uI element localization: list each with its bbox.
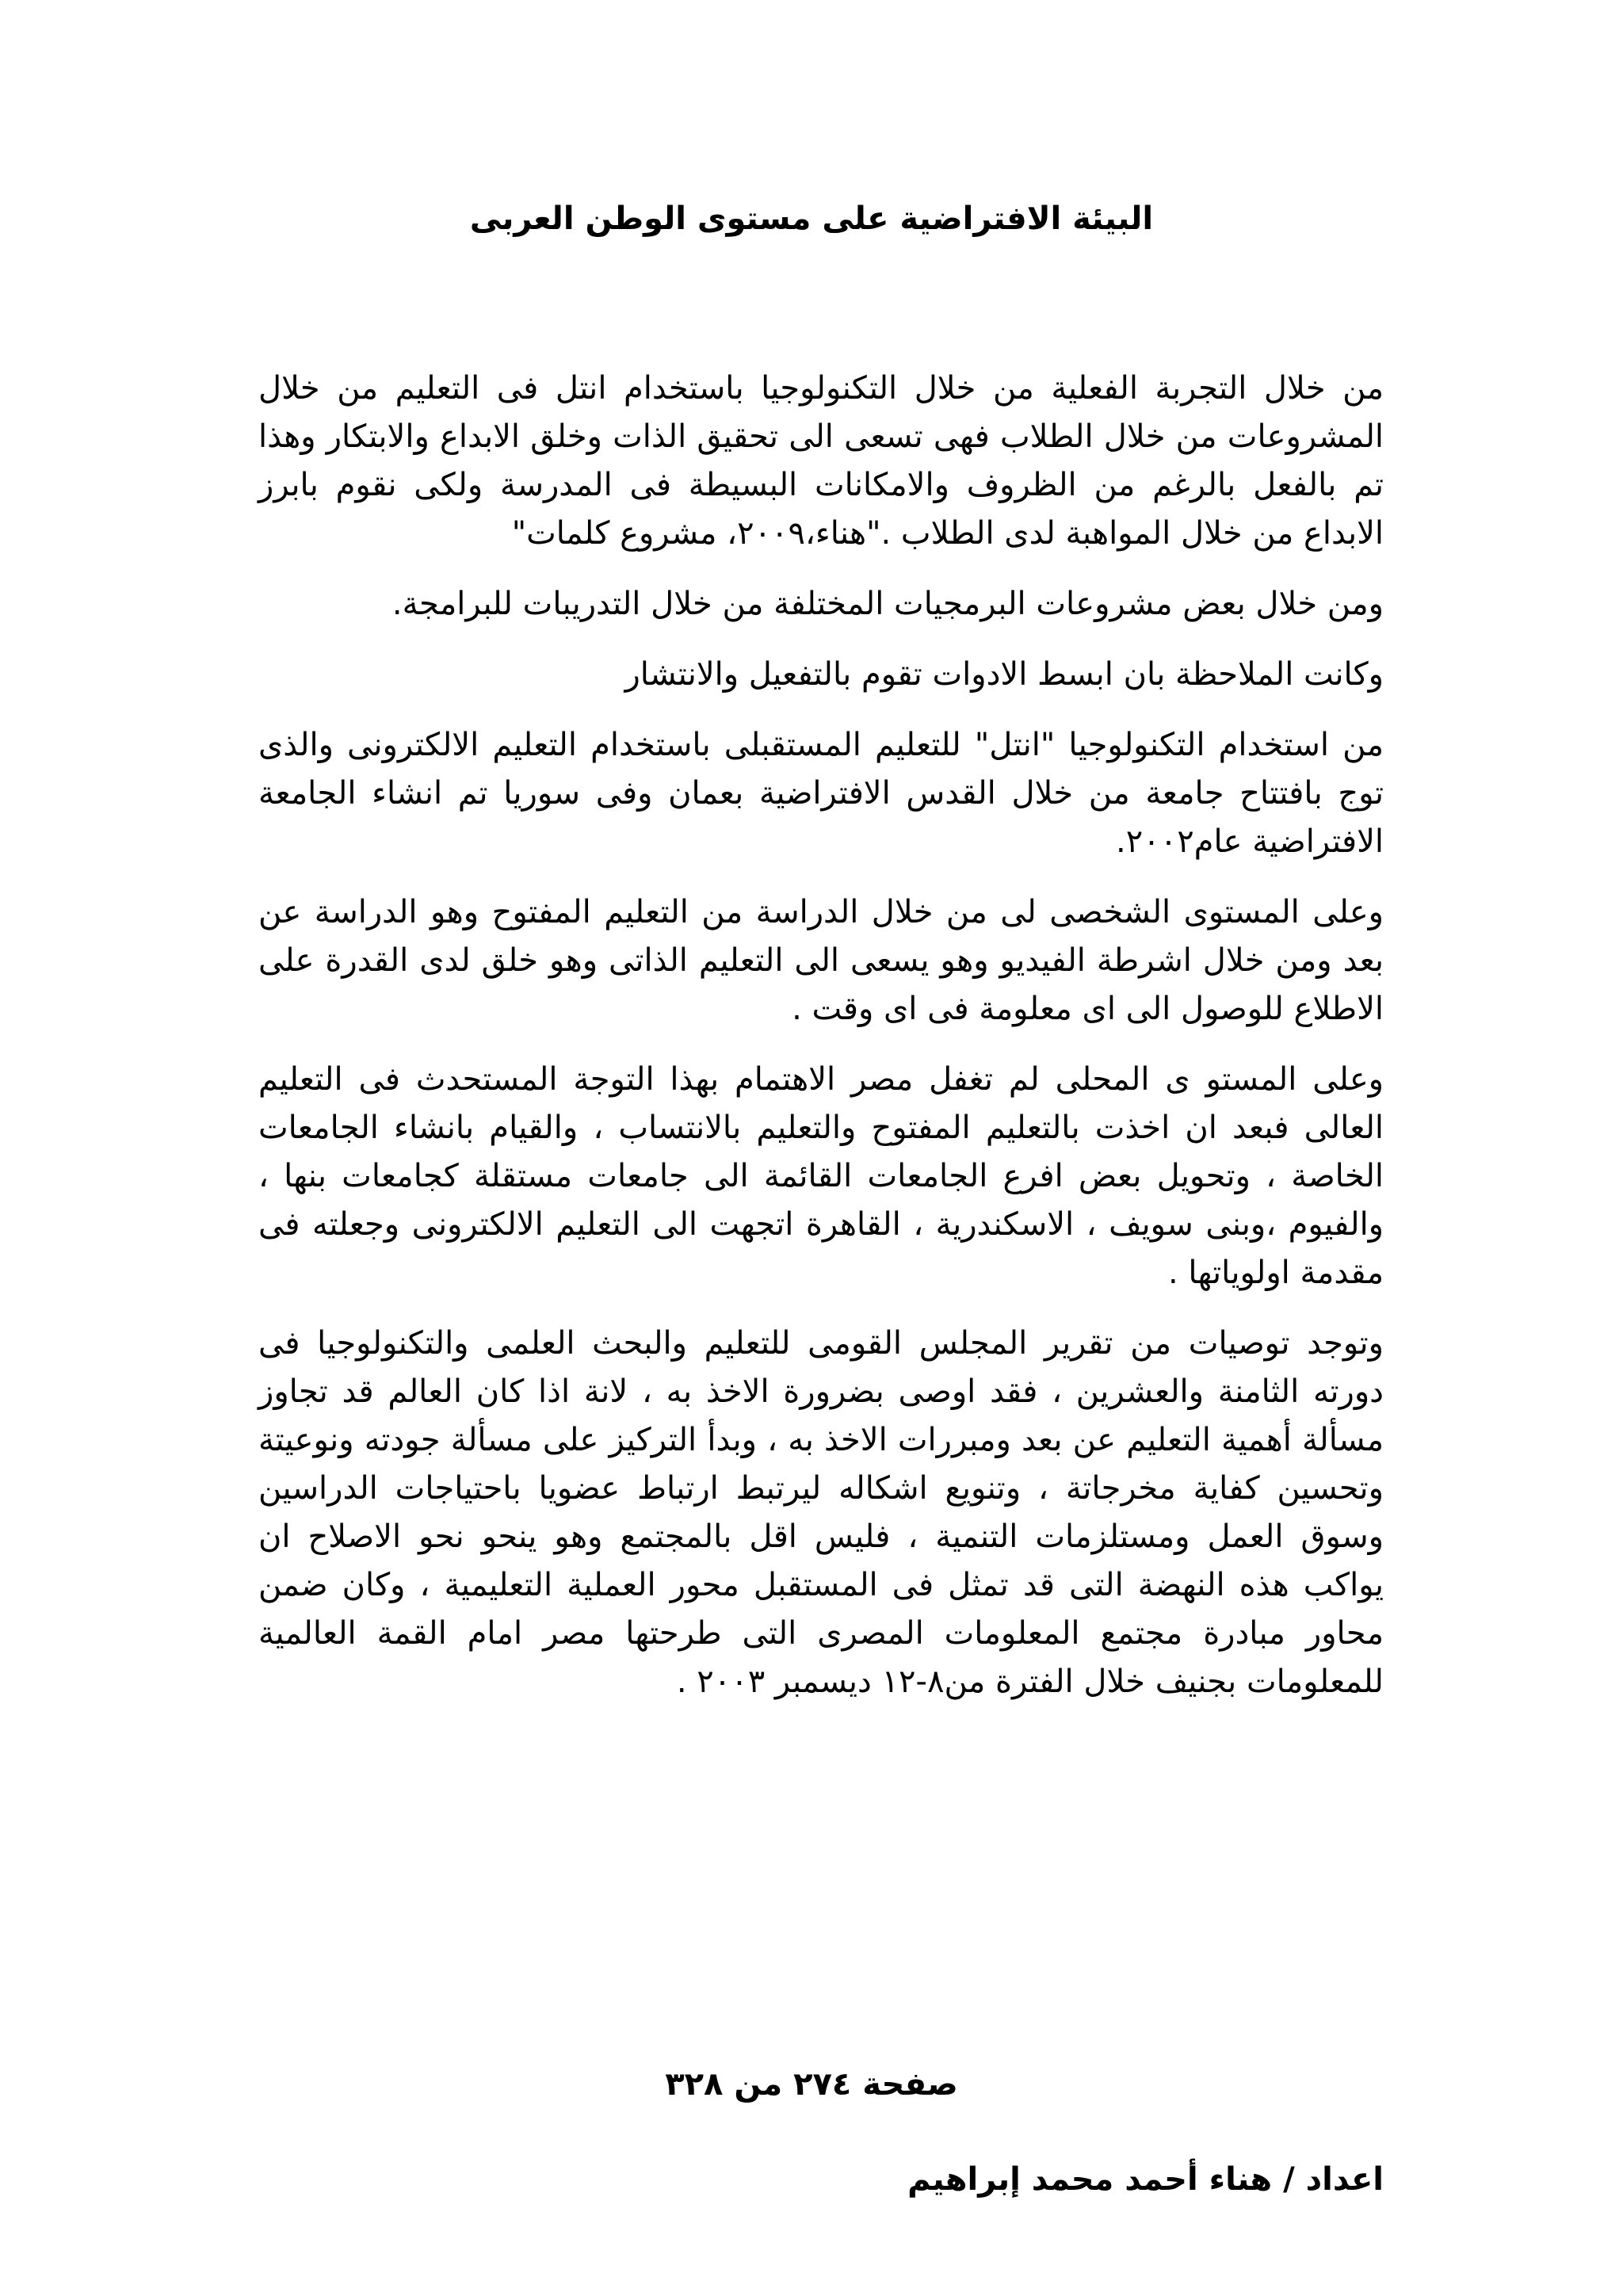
paragraph-virtual-universities: من استخدام التكنولوجيا "انتل" للتعليم المستقبلى باستخدام التعليم الالكترونى والذى توج بافتتاح جامعة من خلال القدس الافتراضية بعمان وفى سوريا تم انشاء الجامعة الافتراضية عام٢٠٠٢. xyxy=(258,727,1384,860)
paragraph-simple-tools: وكانت الملاحظة بان ابسط الادوات تقوم بالتفعيل والانتشار xyxy=(624,656,1384,693)
paragraph-council-recommendations: وتوجد توصيات من تقرير المجلس القومى للتعليم والبحث العلمى والتكنولوجيا فى دورته الثامنة والعشرين ، فقد اوصى بضرورة الاخذ به ، لانة اذا كان العالم قد تجاوز مسألة أهمية التعليم عن بعد ومبررات الاخذ به ، وبدأ التركيز على مسألة جودته ونوعيتة وتحسين كفاية مخرجاتة ، وتنويع اشكاله ليرتبط ارتباط عضويا باحتياجات الدراسين وسوق العمل ومستلزمات التنمية ، فليس اقل بالمجتمع وهو ينحو نحو الاصلاح ان يواكب هذه النهضة التى قد تمثل فى المستقبل محور العملية التعليمية ، وكان ضمن محاور مبادرة مجتمع المعلومات المصرى التى طرحتها مصر امام القمة العالمية للمعلومات بجنيف خلال الفترة من٨-١٢ ديسمبر ٢٠٠٣ . xyxy=(258,1325,1384,1700)
paragraph-intel-experience: من خلال التجربة الفعلية من خلال التكنولوجيا باستخدام انتل فى التعليم من خلال المشروعات من خلال الطلاب فهى تسعى الى تحقيق الذات وخلق الابداع والابتكار وهذا تم بالفعل بالرغم من الظروف والامكانات البسيطة فى المدرسة ولكى نقوم بابرز الابداع من خلال المواهبة لدى الطلاب ."هناء،٢٠٠٩، مشروع كلمات" xyxy=(258,370,1384,552)
author-credit: اعداد / هناء أحمد محمد إبراهيم xyxy=(907,2161,1384,2198)
paragraph-personal-level: وعلى المستوى الشخصى لى من خلال الدراسة من التعليم المفتوح وهو الدراسة عن بعد ومن خلال اشرطة الفيديو وهو يسعى الى التعليم الذاتى وهو خلق لدى القدرة على الاطلاع للوصول الى اى معلومة فى اى وقت . xyxy=(258,894,1384,1027)
page-number: صفحة ٢٧٤ من ٣٢٨ xyxy=(665,2066,958,2103)
paragraph-local-level: وعلى المستو ى المحلى لم تغفل مصر الاهتمام بهذا التوجة المستحدث فى التعليم العالى فبعد ان اخذت بالتعليم المفتوح والتعليم بالانتساب ، والقيام بانشاء الجامعات الخاصة ، وتحويل بعض افرع الجامعات القائمة الى جامعات مستقلة كجامعات بنها ، والفيوم ،وبنى سويف ، الاسكندرية ، القاهرة اتجهت الى التعليم الالكترونى وجعلته فى مقدمة اولوياتها . xyxy=(258,1061,1384,1291)
paragraph-software-projects: ومن خلال بعض مشروعات البرمجيات المختلفة من خلال التدريبات للبرامجة. xyxy=(391,586,1384,622)
document-title: البيئة الافتراضية على مستوى الوطن العربى xyxy=(469,201,1154,237)
document-body xyxy=(258,365,1384,1729)
